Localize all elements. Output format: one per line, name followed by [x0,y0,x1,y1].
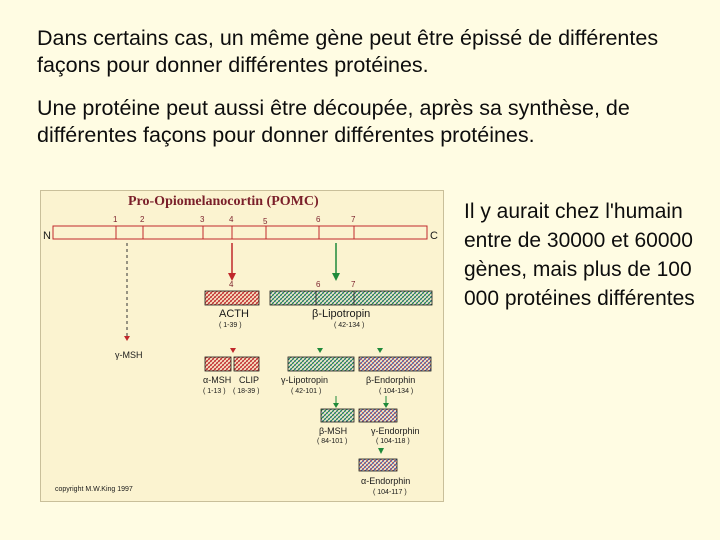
figure-copyright: copyright M.W.King 1997 [55,486,133,493]
site-label-7: 7 [351,215,356,224]
beta-msh-label: β-MSH [319,426,348,436]
beta-endorphin-range: ( 104-134 ) [379,388,414,395]
pomc-precursor-bar [53,226,427,239]
acth-label: ACTH [219,308,249,320]
gamma-lipotropin-range: ( 42-101 ) [291,388,322,395]
alpha-endorphin-label: α-Endorphin [361,476,411,486]
beta-endorphin-label: β-Endorphin [366,375,416,385]
beta-endorphin-arrowhead [377,348,383,353]
beta-lipotropin-label: β-Lipotropin [312,308,371,320]
gamma-lipotropin-arrowhead [317,348,323,353]
beta-msh-bar [321,409,354,422]
paragraph-alternative-splicing: Dans certains cas, un même gène peut être épissé de différentes façons pour donner différentes protéines. [37,26,659,77]
acth-bar [205,291,259,305]
alpha-endorphin-bar [359,459,397,471]
site-label-1: 1 [113,215,118,224]
gamma-msh-arrowhead [124,336,130,341]
beta-lipotropin-arrowhead [332,273,340,281]
acth-cleavage-arrowhead [230,348,236,353]
gamma-endorphin-label: γ-Endorphin [371,426,420,436]
clip-label: CLIP [239,375,260,385]
beta-msh-arrowhead [333,403,339,408]
beta-msh-range: ( 84-101 ) [317,438,348,445]
beta-lipotropin-bar [270,291,432,305]
site-label-2: 2 [140,215,145,224]
gamma-lipotropin-bar [288,357,354,371]
clip-bar [234,357,259,371]
site-label-6: 6 [316,215,321,224]
gamma-msh-label: γ-MSH [115,350,143,360]
alpha-endorphin-range: ( 104-117 ) [373,489,407,496]
pomc-diagram [41,191,443,501]
gamma-endorphin-arrowhead [383,403,389,408]
gamma-endorphin-range: ( 104-118 ) [376,438,410,445]
site-label-4: 4 [229,215,234,224]
site-label-3: 3 [200,215,205,224]
alpha-msh-bar [205,357,231,371]
c-terminus-label: C [430,230,438,242]
beta-endorphin-bar [359,357,431,371]
beta-lipotropin-range: ( 42-134 ) [334,322,365,329]
alpha-msh-range: ( 1-13 ) [203,388,226,395]
n-terminus-label: N [43,230,51,242]
side-note-gene-protein-count: Il y aurait chez l'humain entre de 30000 et 60000 gènes, mais plus de 100 000 protéines différentes [464,200,695,310]
gamma-lipotropin-label: γ-Lipotropin [281,375,329,385]
clip-range: ( 18-39 ) [233,388,260,395]
paragraph-post-translational-cleavage: Une protéine peut aussi être découpée, après sa synthèse, de différentes façons pour donner différentes protéines. [37,96,630,147]
acth-range: ( 1-39 ) [219,322,242,329]
lower-site-4: 4 [229,280,234,289]
lower-site-7: 7 [351,280,356,289]
alpha-msh-label: α-MSH [203,375,232,385]
figure-title: Pro-Opiomelanocortin (POMC) [128,194,319,209]
lower-site-6: 6 [316,280,321,289]
gamma-endorphin-bar [359,409,397,422]
site-label-5: 5 [263,217,268,226]
pomc-processing-figure [40,190,444,502]
alpha-endorphin-arrowhead [378,448,384,454]
